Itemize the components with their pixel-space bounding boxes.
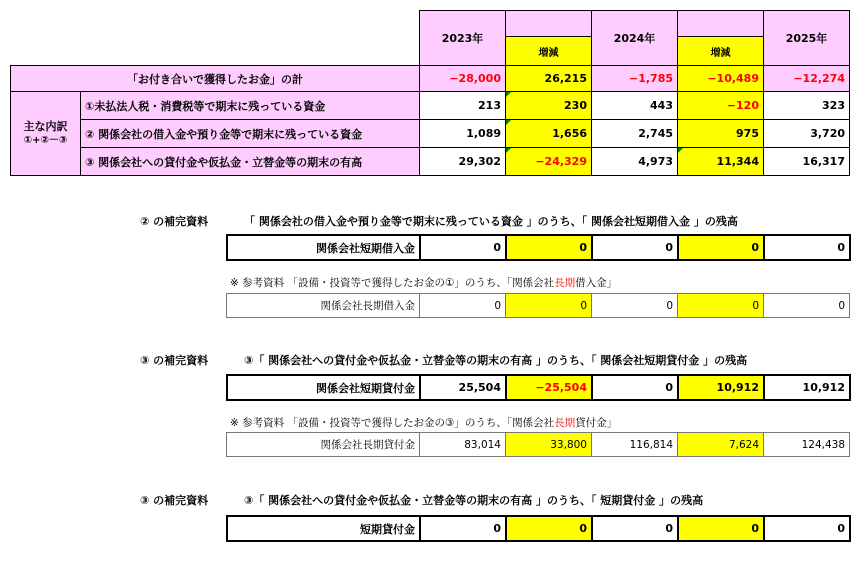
- supp1-diff-2: 0: [678, 235, 764, 260]
- supp1-ref-note: [230, 278, 617, 289]
- supp2-ref-label: 関係会社長期貸付金: [227, 433, 420, 457]
- supp2-ref-note-pre: ※ 参考資料 「設備・投資等で獲得したお金の③」のうち、「関係会社: [230, 417, 555, 429]
- table-row: [227, 375, 850, 400]
- supp1-ref-2023: 0: [420, 294, 506, 318]
- table-row: [11, 92, 850, 120]
- supp1-diff-1: 0: [506, 235, 592, 260]
- supp1-2023: 0: [420, 235, 506, 260]
- supp1-ref-diff-1: 0: [506, 294, 592, 318]
- supp3-diff-2: 0: [678, 516, 764, 541]
- supp1-ref-2024: 0: [592, 294, 678, 318]
- supp2-ref-table: [226, 432, 850, 457]
- row3-diff-2: 11,344: [678, 148, 764, 176]
- supp1-2024: 0: [592, 235, 678, 260]
- supp1-ref-2025: 0: [764, 294, 850, 318]
- header-diff-1: 増減: [506, 37, 592, 66]
- breakdown-label-line1: 主な内訳: [23, 119, 68, 133]
- supp3-2025: 0: [764, 516, 850, 541]
- supp3-diff-1: 0: [506, 516, 592, 541]
- supp1-2025: 0: [764, 235, 850, 260]
- supp2-ref-2025: 124,438: [764, 433, 850, 457]
- supp2-2024: 0: [592, 375, 678, 400]
- row-label: ② 関係会社の借入金や預り金等で期末に残っている資金: [81, 120, 420, 148]
- supp2-caption-left: ③ の補完資料: [140, 354, 209, 367]
- supp1-ref-note-pre: ※ 参考資料 「設備・投資等で獲得したお金の①」のうち、「関係会社: [230, 277, 555, 289]
- breakdown-label-line2: ①+②－③: [23, 134, 68, 146]
- row2-2023: 1,089: [420, 120, 506, 148]
- table-row: [227, 433, 850, 457]
- table-row: [227, 516, 850, 541]
- supp1-table: [226, 234, 851, 261]
- supp2-diff-2: 10,912: [678, 375, 764, 400]
- total-2023: −28,000: [420, 66, 506, 92]
- row3-2023: 29,302: [420, 148, 506, 176]
- table-row: [11, 148, 850, 176]
- header-2025: 2025年: [764, 11, 850, 66]
- supp3-table: [226, 515, 851, 542]
- supp3-2024: 0: [592, 516, 678, 541]
- supp2-2023: 25,504: [420, 375, 506, 400]
- supp2-ref-note: [230, 418, 617, 429]
- supp3-label: 短期貸付金: [227, 516, 420, 541]
- supp2-2025: 10,912: [764, 375, 850, 400]
- total-2024: −1,785: [592, 66, 678, 92]
- supp2-ref-2023: 83,014: [420, 433, 506, 457]
- supp1-ref-note-red: 長期: [554, 277, 576, 289]
- row1-diff-2: −120: [678, 92, 764, 120]
- supp2-table: [226, 374, 851, 401]
- row1-2023: 213: [420, 92, 506, 120]
- table-row: [11, 120, 850, 148]
- row1-2025: 323: [764, 92, 850, 120]
- supp2-label: 関係会社短期貸付金: [227, 375, 420, 400]
- supp1-caption-left: ② の補完資料: [140, 215, 209, 228]
- header-2024: 2024年: [592, 11, 678, 66]
- supp1-ref-note-post: 借入金」: [575, 277, 618, 289]
- row3-2024: 4,973: [592, 148, 678, 176]
- supp1-label: 関係会社短期借入金: [227, 235, 420, 260]
- breakdown-label: [11, 92, 81, 176]
- row2-diff-1: 1,656: [506, 120, 592, 148]
- supp1-ref-diff-2: 0: [678, 294, 764, 318]
- main-table: [10, 10, 850, 176]
- total-row: [11, 66, 850, 92]
- total-diff-1: 26,215: [506, 66, 592, 92]
- row1-diff-1: 230: [506, 92, 592, 120]
- row2-2025: 3,720: [764, 120, 850, 148]
- row1-2024: 443: [592, 92, 678, 120]
- supp2-diff-1: −25,504: [506, 375, 592, 400]
- supp1-ref-table: [226, 293, 850, 318]
- supp3-caption-left: ③ の補完資料: [140, 494, 209, 507]
- row3-2025: 16,317: [764, 148, 850, 176]
- row2-2024: 2,745: [592, 120, 678, 148]
- total-2025: −12,274: [764, 66, 850, 92]
- row-label: ①未払法人税・消費税等で期末に残っている資金: [81, 92, 420, 120]
- supp2-caption-right: ③「 関係会社への貸付金や仮払金・立替金等の期末の有高 」のうち、「 関係会社短期貸付金 」の残高: [244, 354, 748, 367]
- supp3-2023: 0: [420, 516, 506, 541]
- table-row: [227, 294, 850, 318]
- table-row: [227, 235, 850, 260]
- row3-diff-1: −24,329: [506, 148, 592, 176]
- header-2023: 2023年: [420, 11, 506, 66]
- supp2-ref-note-red: 長期: [554, 417, 576, 429]
- supp1-caption-right: 「 関係会社の借入金や預り金等で期末に残っている資金 」のうち、「 関係会社短期借入金 」の残高: [244, 215, 738, 228]
- supp2-ref-diff-2: 7,624: [678, 433, 764, 457]
- total-label: 「お付き合いで獲得したお金」の計: [11, 66, 420, 92]
- supp2-ref-2024: 116,814: [592, 433, 678, 457]
- header-diff-2: 増減: [678, 37, 764, 66]
- total-diff-2: −10,489: [678, 66, 764, 92]
- supp2-ref-note-post: 貸付金」: [575, 417, 618, 429]
- row2-diff-2: 975: [678, 120, 764, 148]
- row-label: ③ 関係会社への貸付金や仮払金・立替金等の期末の有高: [81, 148, 420, 176]
- supp2-ref-diff-1: 33,800: [506, 433, 592, 457]
- supp1-ref-label: 関係会社長期借入金: [227, 294, 420, 318]
- supp3-caption-right: ③「 関係会社への貸付金や仮払金・立替金等の期末の有高 」のうち、「 短期貸付金 」の残高: [244, 494, 704, 507]
